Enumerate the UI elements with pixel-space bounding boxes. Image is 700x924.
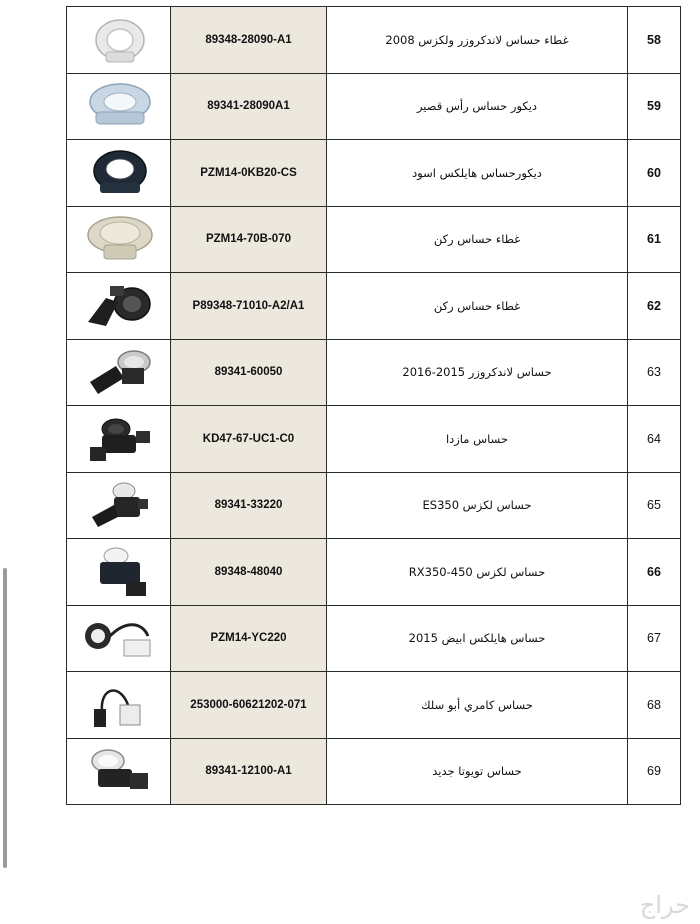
watermark-text: حراج xyxy=(639,891,690,919)
parking-sensor-silver-icon xyxy=(76,344,162,400)
part-image-cell xyxy=(67,472,171,539)
scrollbar[interactable] xyxy=(2,0,8,924)
part-code: 89341-33220 xyxy=(171,472,327,539)
part-code: 89341-12100-A1 xyxy=(171,738,327,805)
part-image-cell xyxy=(67,206,171,273)
part-name: غطاء حساس ركن xyxy=(327,273,628,340)
parking-sensor-white-head-icon xyxy=(76,544,162,600)
part-image-cell xyxy=(67,339,171,406)
table-row xyxy=(67,672,681,739)
part-name: حساس لكزس ES350 xyxy=(327,472,628,539)
part-image-cell xyxy=(67,73,171,140)
part-name: ديكورحساس هايلكس اسود xyxy=(327,140,628,207)
part-image-cell xyxy=(67,7,171,74)
part-code: 89348-28090-A1 xyxy=(171,7,327,74)
table-row xyxy=(67,406,681,473)
table-row xyxy=(67,273,681,340)
parts-table-body xyxy=(67,7,681,805)
part-code: 253000-60621202-071 xyxy=(171,672,327,739)
part-image-cell xyxy=(67,140,171,207)
part-name: حساس تويوتا جديد xyxy=(327,738,628,805)
row-number: 65 xyxy=(628,472,681,539)
part-image-cell xyxy=(67,672,171,739)
table-row xyxy=(67,472,681,539)
part-code: 89341-60050 xyxy=(171,339,327,406)
sensor-bezel-black-icon xyxy=(76,145,162,201)
part-code: 89341-28090A1 xyxy=(171,73,327,140)
table-row xyxy=(67,206,681,273)
row-number: 64 xyxy=(628,406,681,473)
part-name: حساس لاندكروزر 2015-2016 xyxy=(327,339,628,406)
sensor-bezel-silver-icon xyxy=(76,78,162,134)
table-row xyxy=(67,539,681,606)
watermark xyxy=(530,890,690,920)
part-name: حساس مازدا xyxy=(327,406,628,473)
part-name: حساس كامري أبو سلك xyxy=(327,672,628,739)
row-number: 58 xyxy=(628,7,681,74)
part-name: حساس لكزس RX350-450 xyxy=(327,539,628,606)
sensor-holder-black-icon xyxy=(76,278,162,334)
parking-sensor-toyota-icon xyxy=(76,743,162,799)
parts-table xyxy=(66,6,681,805)
parking-sensor-wired-icon xyxy=(76,610,162,666)
table-row xyxy=(67,140,681,207)
row-number: 62 xyxy=(628,273,681,340)
row-number: 59 xyxy=(628,73,681,140)
row-number: 60 xyxy=(628,140,681,207)
part-name: ديكور حساس رأس قصير xyxy=(327,73,628,140)
row-number: 63 xyxy=(628,339,681,406)
part-code: P89348-71010-A2/A1 xyxy=(171,273,327,340)
row-number: 61 xyxy=(628,206,681,273)
table-row xyxy=(67,73,681,140)
part-code: PZM14-70B-070 xyxy=(171,206,327,273)
part-code: PZM14-0KB20-CS xyxy=(171,140,327,207)
part-name: غطاء حساس ركن xyxy=(327,206,628,273)
row-number: 67 xyxy=(628,605,681,672)
sensor-cap-beige-icon xyxy=(76,211,162,267)
table-row xyxy=(67,605,681,672)
row-number: 69 xyxy=(628,738,681,805)
parking-sensor-angled-icon xyxy=(76,477,162,533)
part-image-cell xyxy=(67,273,171,340)
part-code: 89348-48040 xyxy=(171,539,327,606)
table-row xyxy=(67,7,681,74)
part-code: PZM14-YC220 xyxy=(171,605,327,672)
part-image-cell xyxy=(67,539,171,606)
part-name: حساس هايلكس ابيض 2015 xyxy=(327,605,628,672)
part-image-cell xyxy=(67,605,171,672)
table-row xyxy=(67,339,681,406)
row-number: 66 xyxy=(628,539,681,606)
part-image-cell xyxy=(67,738,171,805)
part-code: KD47-67-UC1-C0 xyxy=(171,406,327,473)
parking-sensor-black-icon xyxy=(76,411,162,467)
part-name: غطاء حساس لاندكروزر ولكزس 2008 xyxy=(327,7,628,74)
parking-sensor-cable-icon xyxy=(76,677,162,733)
sensor-cap-white-icon xyxy=(76,12,162,68)
part-image-cell xyxy=(67,406,171,473)
row-number: 68 xyxy=(628,672,681,739)
scrollbar-thumb[interactable] xyxy=(3,568,7,868)
table-row xyxy=(67,738,681,805)
